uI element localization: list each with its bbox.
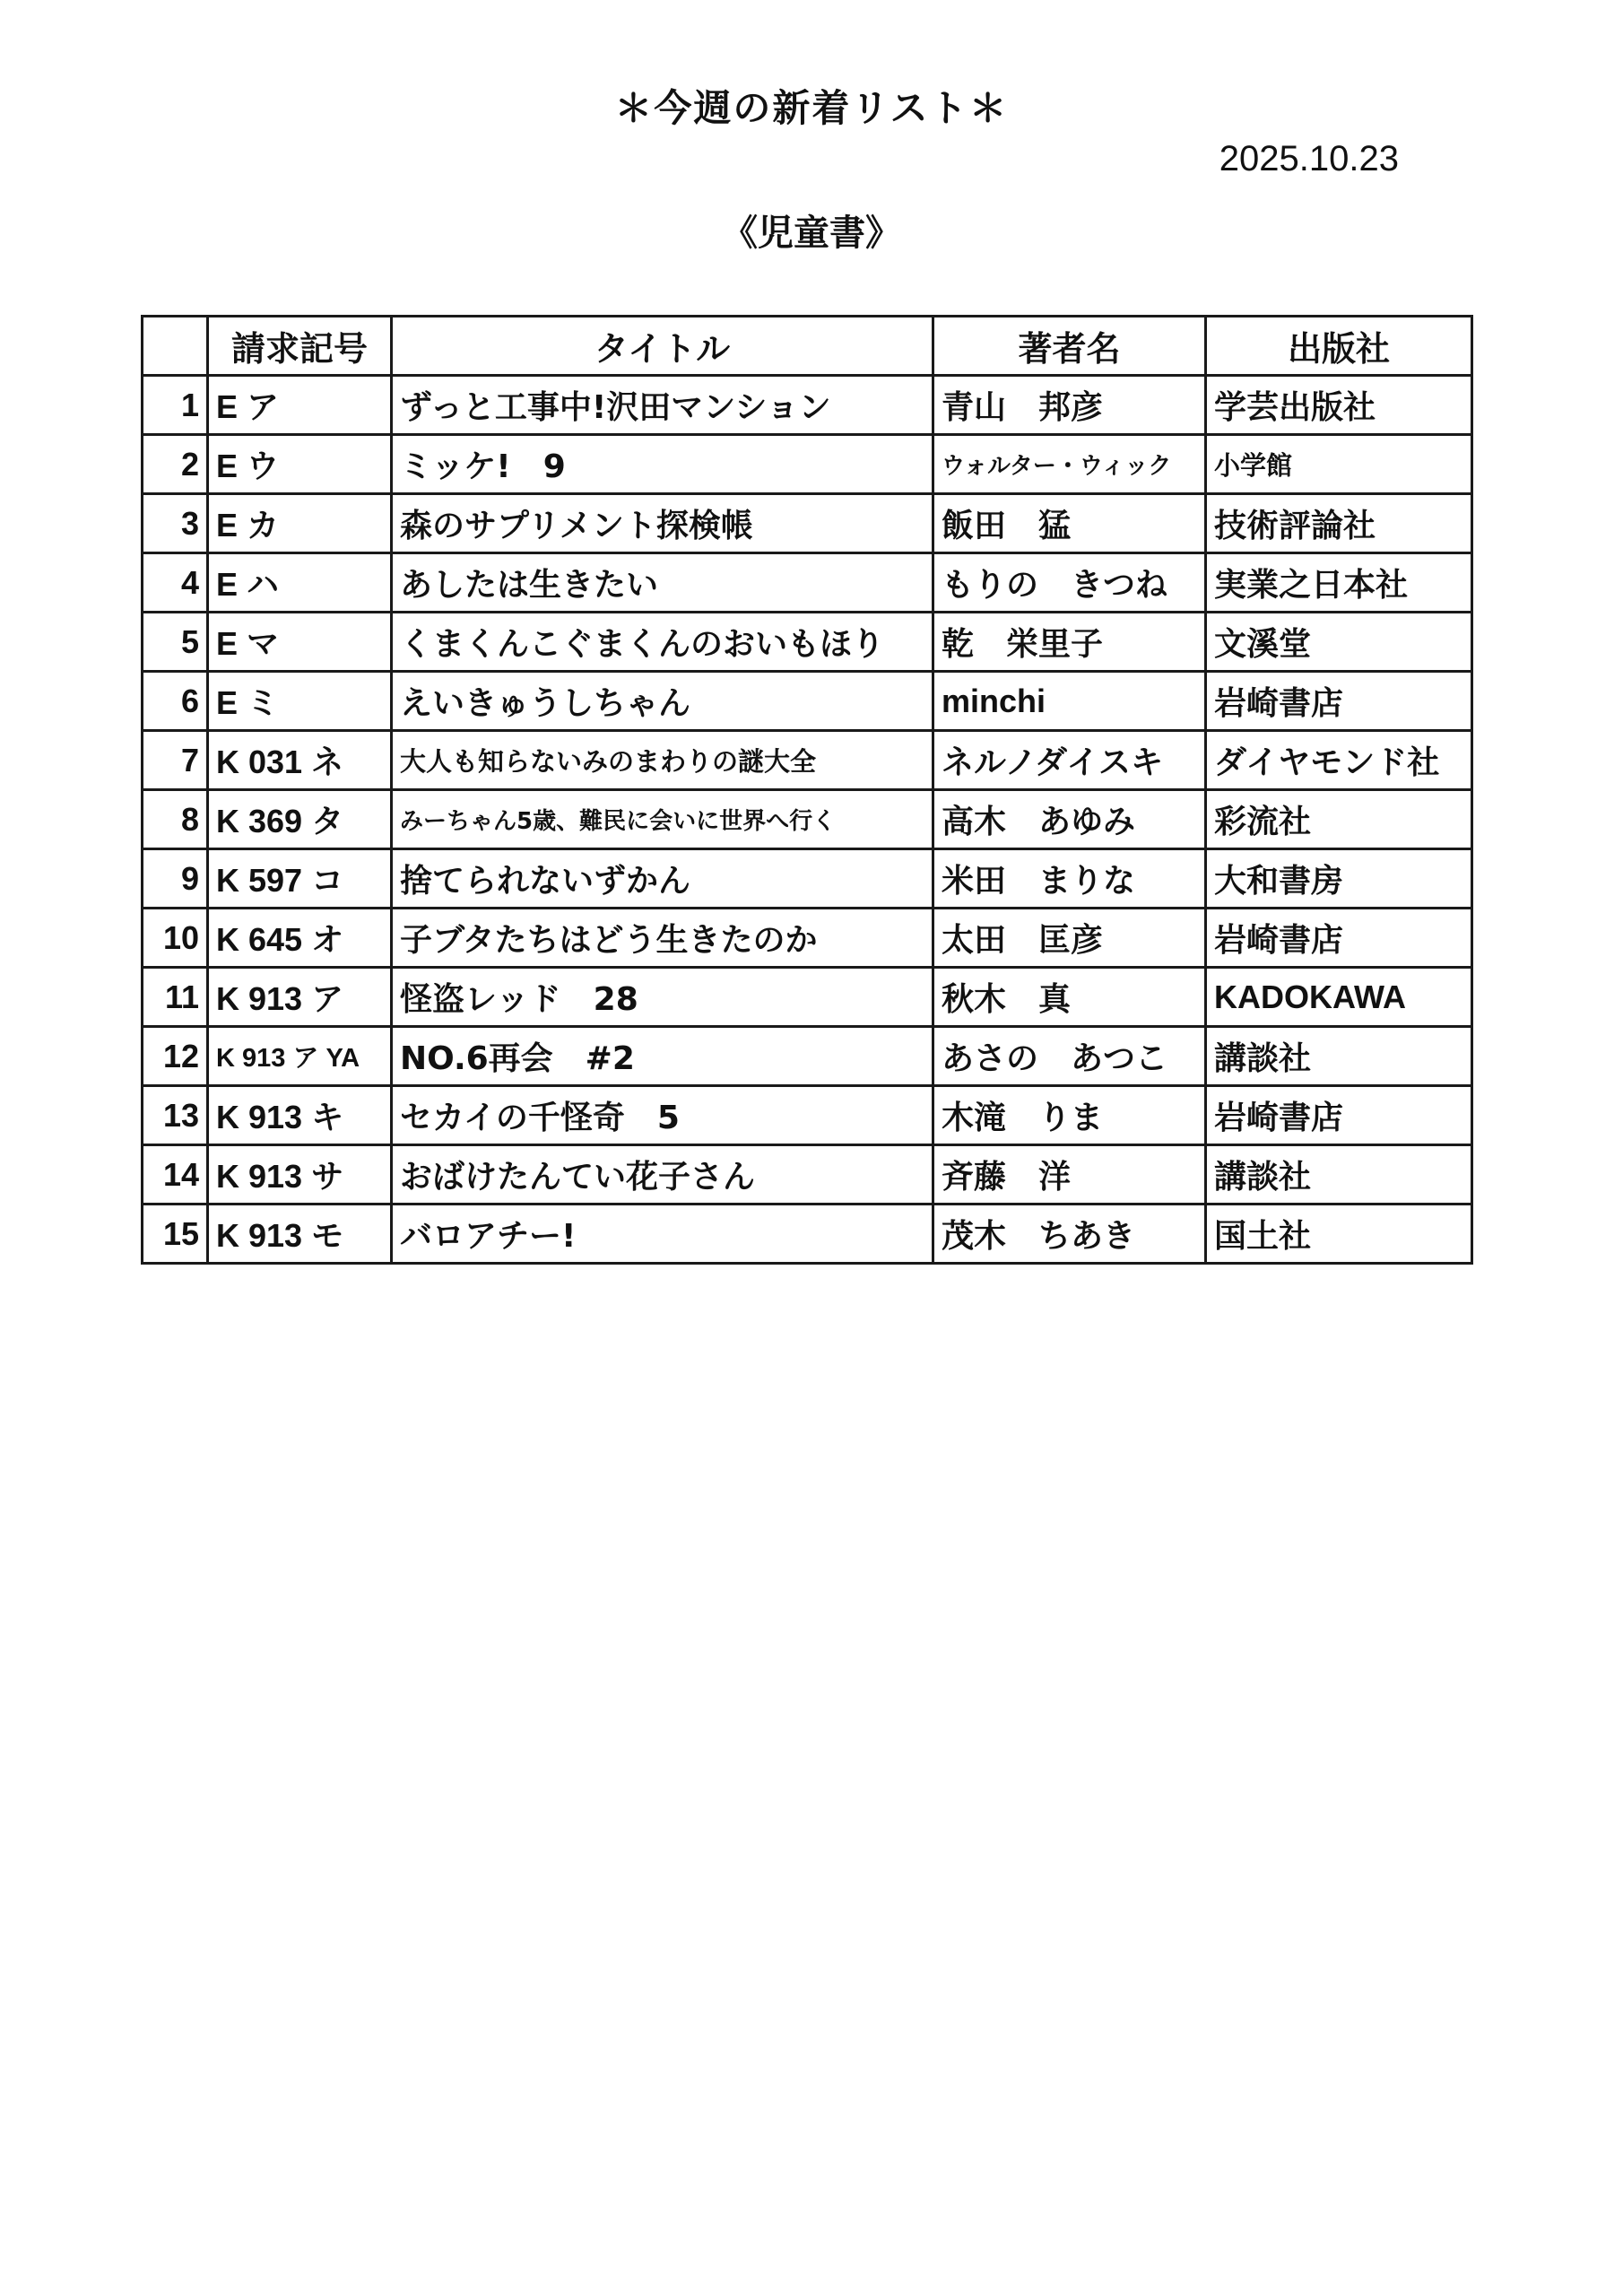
- table-row: [143, 672, 1472, 731]
- call-number: K 369 タ: [208, 790, 392, 849]
- book-title: 大人も知らないみのまわりの謎大全: [392, 731, 933, 790]
- book-title: くまくんこぐまくんのおいもほり: [392, 613, 933, 672]
- row-number: 7: [143, 731, 208, 790]
- header-publisher: 出版社: [1206, 317, 1472, 376]
- book-title: ミッケ! 9: [392, 435, 933, 494]
- book-author: 斉藤 洋: [933, 1145, 1206, 1205]
- row-number: 9: [143, 849, 208, 909]
- book-author: 木滝 りま: [933, 1086, 1206, 1145]
- table-row: [143, 613, 1472, 672]
- book-title: バロアチー!: [392, 1205, 933, 1264]
- book-author: 秋木 真: [933, 968, 1206, 1027]
- table-row: [143, 849, 1472, 909]
- book-publisher: 国土社: [1206, 1205, 1472, 1264]
- book-author: 飯田 猛: [933, 494, 1206, 553]
- book-author: もりの きつね: [933, 553, 1206, 613]
- book-publisher: 大和書房: [1206, 849, 1472, 909]
- book-title: ずっと工事中!沢田マンション: [392, 376, 933, 435]
- call-number: K 913 ア YA: [208, 1027, 392, 1086]
- book-title: おばけたんてい花子さん: [392, 1145, 933, 1205]
- call-number: K 913 キ: [208, 1086, 392, 1145]
- header-no: [143, 317, 208, 376]
- book-publisher: ダイヤモンド社: [1206, 731, 1472, 790]
- book-publisher: 学芸出版社: [1206, 376, 1472, 435]
- call-number: E ウ: [208, 435, 392, 494]
- book-publisher: 岩崎書店: [1206, 1086, 1472, 1145]
- call-number: E カ: [208, 494, 392, 553]
- book-author: minchi: [933, 672, 1206, 731]
- row-number: 15: [143, 1205, 208, 1264]
- book-publisher: 講談社: [1206, 1145, 1472, 1205]
- call-number: E ハ: [208, 553, 392, 613]
- book-author: ウォルター・ウィック: [933, 435, 1206, 494]
- call-number: E マ: [208, 613, 392, 672]
- book-publisher: 彩流社: [1206, 790, 1472, 849]
- call-number: K 597 コ: [208, 849, 392, 909]
- book-author: 高木 あゆみ: [933, 790, 1206, 849]
- table-row: [143, 1086, 1472, 1145]
- book-author: 乾 栄里子: [933, 613, 1206, 672]
- row-number: 3: [143, 494, 208, 553]
- call-number: K 913 モ: [208, 1205, 392, 1264]
- row-number: 4: [143, 553, 208, 613]
- header-title: タイトル: [392, 317, 933, 376]
- book-title: NO.6再会 #2: [392, 1027, 933, 1086]
- row-number: 13: [143, 1086, 208, 1145]
- book-author: 茂木 ちあき: [933, 1205, 1206, 1264]
- table-row: [143, 790, 1472, 849]
- book-author: 太田 匡彦: [933, 909, 1206, 968]
- row-number: 11: [143, 968, 208, 1027]
- call-number: K 031 ネ: [208, 731, 392, 790]
- book-publisher: 講談社: [1206, 1027, 1472, 1086]
- row-number: 12: [143, 1027, 208, 1086]
- book-title: あしたは生きたい: [392, 553, 933, 613]
- book-publisher: 小学館: [1206, 435, 1472, 494]
- page-title: ＊今週の新着リスト＊: [614, 86, 1009, 130]
- book-title: セカイの千怪奇 5: [392, 1086, 933, 1145]
- book-publisher: 岩崎書店: [1206, 672, 1472, 731]
- book-title: 子ブタたちはどう生きたのか: [392, 909, 933, 968]
- book-publisher: 文溪堂: [1206, 613, 1472, 672]
- table-row: [143, 1145, 1472, 1205]
- book-publisher: 実業之日本社: [1206, 553, 1472, 613]
- call-number: E ミ: [208, 672, 392, 731]
- book-title: みーちゃん5歳、難民に会いに世界へ行く: [392, 790, 933, 849]
- row-number: 2: [143, 435, 208, 494]
- header-call-number: 請求記号: [208, 317, 392, 376]
- table-row: [143, 435, 1472, 494]
- book-author: ネルノダイスキ: [933, 731, 1206, 790]
- book-title: 森のサプリメント探検帳: [392, 494, 933, 553]
- book-title: 怪盗レッド 28: [392, 968, 933, 1027]
- row-number: 6: [143, 672, 208, 731]
- book-title: えいきゅうしちゃん: [392, 672, 933, 731]
- new-books-table: [141, 315, 1473, 1265]
- table-header-row: [143, 317, 1472, 376]
- table-row: [143, 731, 1472, 790]
- list-date: 2025.10.23: [1219, 139, 1399, 178]
- book-author: あさの あつこ: [933, 1027, 1206, 1086]
- row-number: 14: [143, 1145, 208, 1205]
- table-row: [143, 1205, 1472, 1264]
- book-publisher: 岩崎書店: [1206, 909, 1472, 968]
- section-heading: 《児童書》: [722, 213, 901, 254]
- row-number: 10: [143, 909, 208, 968]
- call-number: K 913 サ: [208, 1145, 392, 1205]
- table-row: [143, 494, 1472, 553]
- table-row: [143, 968, 1472, 1027]
- row-number: 1: [143, 376, 208, 435]
- book-publisher: 技術評論社: [1206, 494, 1472, 553]
- call-number: E ア: [208, 376, 392, 435]
- row-number: 8: [143, 790, 208, 849]
- table-row: [143, 553, 1472, 613]
- book-publisher: KADOKAWA: [1206, 968, 1472, 1027]
- call-number: K 913 ア: [208, 968, 392, 1027]
- book-author: 青山 邦彦: [933, 376, 1206, 435]
- table-row: [143, 909, 1472, 968]
- table-row: [143, 376, 1472, 435]
- row-number: 5: [143, 613, 208, 672]
- call-number: K 645 オ: [208, 909, 392, 968]
- book-author: 米田 まりな: [933, 849, 1206, 909]
- table-row: [143, 1027, 1472, 1086]
- header-author: 著者名: [933, 317, 1206, 376]
- book-title: 捨てられないずかん: [392, 849, 933, 909]
